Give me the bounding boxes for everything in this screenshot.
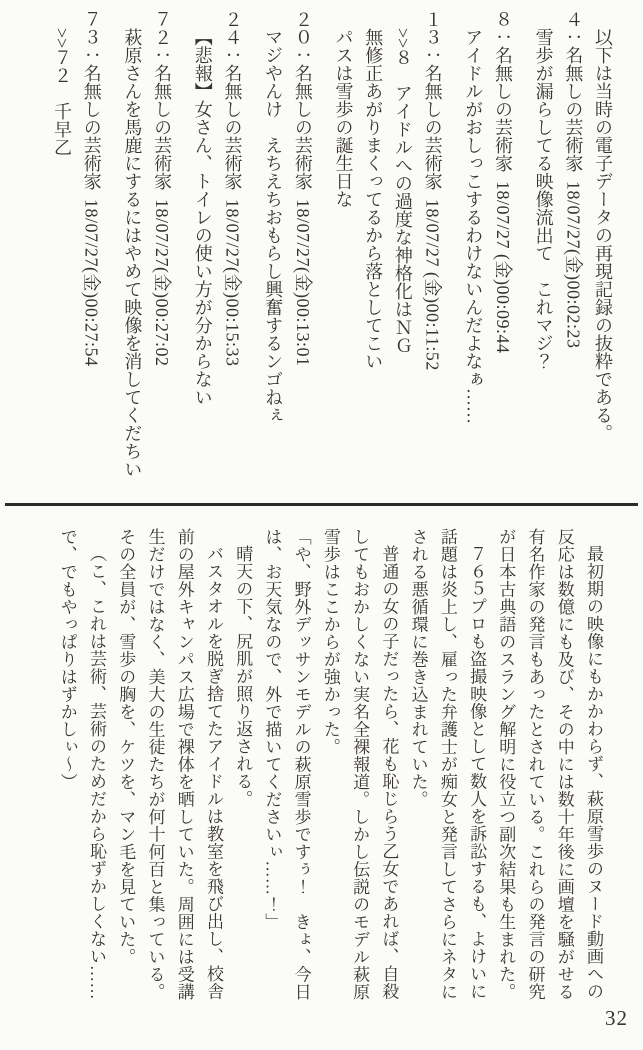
forum-post: [117, 10, 176, 482]
forum-post: [458, 10, 517, 482]
post-line: パスは雪歩の誕生日な: [333, 28, 354, 208]
prose-paragraph: 普通の女の子だったら、花も恥じらう乙女であれば、自殺してもおかしくない実名全裸報道。しかし伝説のモデル萩原雪歩はここからが強かった。: [320, 528, 399, 1001]
post-datetime: 18/07/27(金)00:15:33: [222, 199, 243, 367]
post-datetime: 18/07/27(金)00:13:01: [292, 199, 313, 367]
prose-paragraph: バスタオルを脱ぎ捨てたアイドルは教室を飛び出し、校舎前の屋外キャンパス広場で裸体を晒していた。周囲には受講生だけではなく、美大の生徒たちが何十何百と集っている。その全員が、雪歩の胸を、ケツを、マン毛を見ていた。: [116, 528, 223, 1001]
post-author: ７２：名無しの芸術家: [152, 10, 173, 190]
forum-post: [46, 10, 105, 482]
post-header: [146, 10, 176, 482]
page-number: 32: [605, 1006, 628, 1030]
forum-log-section: [46, 10, 617, 482]
forum-post: [187, 10, 246, 482]
forum-post: [528, 10, 587, 482]
post-author: １３：名無しの芸術家: [422, 10, 443, 190]
section-divider: [5, 503, 638, 506]
post-line: アイドルがおしっこするわけないんだよなぁ……: [463, 28, 484, 424]
forum-post: [328, 10, 447, 482]
post-line: 無修正あがりまくってるから落としてこい: [363, 28, 384, 370]
post-author: ２４：名無しの芸術家: [222, 10, 243, 190]
prose-dialogue-paragraph: 「や、野外デッサンモデルの萩原雪歩ですぅ！ きょ、今日は、お天気なので、外で描いてくださいぃ……！」: [262, 528, 311, 1001]
prose-paragraph: ７６５プロも盗撮映像として数人を訴訟するも、よけいに話題は炎上し、雇った弁護士が痴女と発言してさらにネタにされる悪循環に巻き込まれていた。: [408, 528, 487, 1001]
post-author: ７３：名無しの芸術家: [81, 10, 102, 190]
post-header: [217, 10, 247, 482]
post-datetime: 18/07/27 (金)00:11:52: [422, 199, 443, 371]
prose-section: [53, 528, 608, 1005]
post-datetime: 18/07/27(金)00:02:23: [563, 181, 584, 349]
post-line: 萩原さんを馬鹿にするにはやめて映像を消してくだちい: [122, 28, 143, 478]
intro-paragraph: 以下は当時の電子データの再現記録の抜粋である。: [593, 28, 613, 442]
post-header: [76, 10, 106, 482]
post-line: 【悲報】女さん、トイレの使い方が分からない: [192, 28, 213, 406]
post-datetime: 18/07/27(金)00:27:02: [152, 199, 173, 367]
post-header: [417, 10, 447, 482]
post-header: [558, 10, 588, 482]
post-header: [487, 10, 517, 482]
post-line: >>７２ 千早乙: [52, 28, 72, 157]
prose-paragraph: （こ、これは芸術、芸術のためだから恥ずかしくない……で、でもやっぱりはずかしぃ～）: [57, 528, 107, 1000]
post-author: ２０：名無しの芸術家: [292, 10, 313, 190]
post-line: マジやんけ えちえちおもらし興奮するンゴねぇ: [263, 28, 284, 424]
prose-paragraph: 最初期の映像にもかかわらず、萩原雪歩のヌード動画への反応は数億にも及び、その中には数十年後に画壇を騒がせる有名作家の発言もあったとされている。これらの発言の研究が日本古典語のスラング解明に役立つ副次結果も生まれた。: [496, 528, 603, 1001]
post-author: ４：名無しの芸術家: [563, 10, 584, 172]
post-line: >>８ アイドルへの過度な神格化はＮＧ: [392, 28, 413, 355]
post-header: [287, 10, 317, 482]
post-datetime: 18/07/27(金)00:27:54: [81, 199, 102, 367]
forum-post: [257, 10, 316, 482]
post-line: 雪歩が漏らしてる映像流出て これマジ？: [533, 28, 554, 370]
prose-paragraph: 晴天の下、尻肌が照り返される。: [233, 545, 253, 808]
post-datetime: 18/07/27 (金)00:09:44: [492, 181, 513, 354]
post-author: ８：名無しの芸術家: [492, 10, 513, 172]
